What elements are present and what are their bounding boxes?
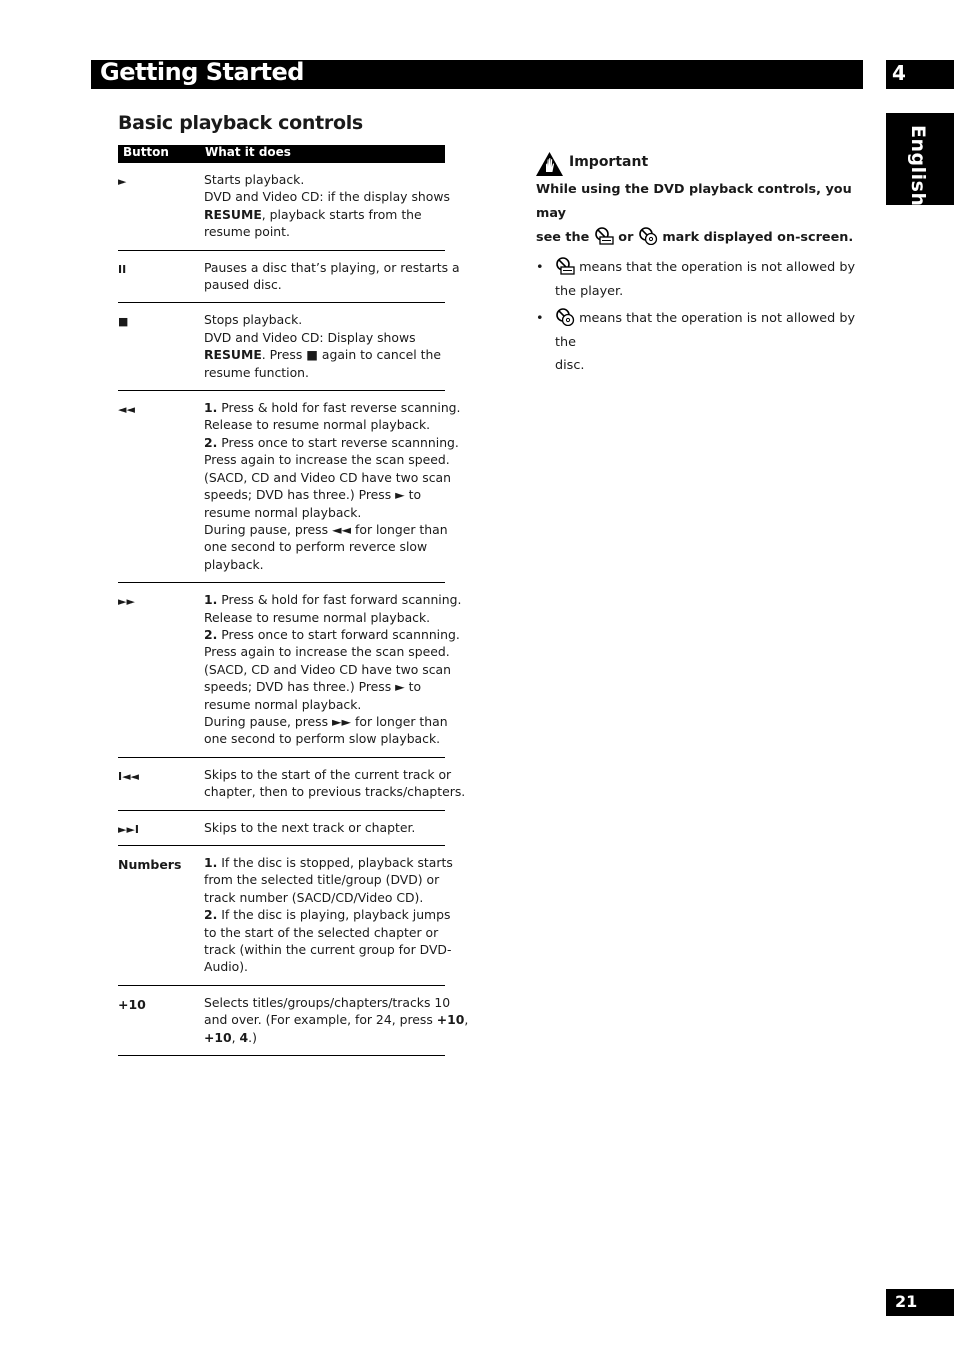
row-description (204, 163, 450, 250)
description-line: Starts playback. (204, 172, 305, 187)
table-row (118, 986, 469, 1056)
description-line: and over. (For example, for 24, press +10, (204, 1012, 469, 1028)
important-note (536, 150, 856, 382)
description-line: to the start of the selected chapter or (204, 924, 439, 940)
bullet-2-text: means that the operation is not allowed by the (555, 311, 856, 350)
table-row (118, 251, 460, 304)
description-line: During pause, press ◄◄ for longer than (204, 521, 448, 537)
description-line: from the selected title/group (DVD) or (204, 872, 440, 888)
lead-line-1: While using the DVD playback controls, you may (536, 182, 852, 221)
bullet-dot: • (536, 260, 544, 275)
row-description (204, 251, 460, 303)
header-what-it-does: What it does (205, 145, 291, 159)
row-button-label: ►►I (118, 822, 140, 836)
section-title: Basic playback controls (118, 112, 363, 134)
description-line: resume normal playback. (204, 696, 362, 712)
row-description (204, 811, 445, 845)
table-row (118, 163, 450, 251)
lead-line-2b: or (618, 230, 634, 245)
bullet-player (536, 256, 856, 303)
page-number-box (886, 1289, 954, 1316)
bullet-1-text: means that the operation is not allowed by (579, 260, 856, 275)
row-description (204, 846, 453, 985)
lead-line-2c: mark displayed on-screen. (662, 230, 854, 245)
table-row (118, 391, 461, 583)
description-line: 2. Press once to start forward scannning. (204, 626, 460, 642)
important-title: Important (569, 154, 649, 170)
row-description (204, 303, 445, 390)
row-description (204, 391, 461, 582)
warning-icon (536, 152, 563, 176)
description-line: Pauses a disc that’s playing, or restarts a (204, 259, 460, 275)
description-line: DVD and Video CD: if the display shows (204, 189, 450, 205)
bullet-1-text-cont: the player. (555, 283, 624, 299)
table-header (118, 145, 445, 163)
description-line: +10, 4.) (204, 1029, 257, 1045)
description-line: speeds; DVD has three.) Press ► to (204, 487, 422, 503)
description-line: resume function. (204, 364, 309, 380)
description-line: paused disc. (204, 277, 282, 293)
description-line: resume point. (204, 224, 290, 240)
description-line: Release to resume normal playback. (204, 609, 431, 625)
page-number: 21 (895, 1292, 918, 1311)
description-line: Skips to the next track or chapter. (204, 819, 416, 835)
description-line: Press again to increase the scan speed. (204, 644, 450, 660)
description-line: RESUME, playback starts from the (204, 206, 422, 222)
description-line: Skips to the start of the current track or (204, 766, 452, 782)
description-line: one second to perform reverce slow (204, 539, 428, 555)
row-button-label: +10 (118, 996, 146, 1012)
row-button-label: ►► (118, 595, 135, 609)
description-line: playback. (204, 556, 264, 572)
important-bullets (536, 256, 856, 378)
bullet-2-text-cont: disc. (555, 358, 585, 373)
description-line: (SACD, CD and Video CD have two scan (204, 661, 451, 677)
description-line: 1. Press & hold for fast reverse scanning. (204, 400, 461, 416)
player-prohibit-icon (555, 257, 575, 275)
description-line: 2. If the disc is playing, playback jumps (204, 907, 451, 923)
disc-prohibit-icon (555, 308, 575, 326)
important-lead (536, 178, 856, 250)
table-row (118, 811, 445, 846)
description-line: Selects titles/groups/chapters/tracks 10 (204, 994, 451, 1010)
chapter-number-box (886, 60, 954, 89)
description-line: Audio). (204, 959, 248, 975)
row-button-label: ► (118, 175, 127, 188)
description-line: During pause, press ►► for longer than (204, 713, 448, 729)
row-button-label: ◄◄ (118, 403, 135, 417)
bullet-disc (536, 307, 856, 378)
chapter-title: Getting Started (100, 58, 304, 86)
language-label: English (907, 125, 929, 207)
controls-table (118, 145, 469, 1056)
row-description (204, 583, 462, 757)
chapter-number: 4 (892, 61, 906, 85)
description-line: 2. Press once to start reverse scannning. (204, 434, 459, 450)
description-line: chapter, then to previous tracks/chapters. (204, 784, 466, 800)
table-row (118, 583, 462, 758)
row-description (204, 758, 466, 810)
description-line: Stops playback. (204, 312, 303, 328)
description-line: 1. If the disc is stopped, playback starts (204, 855, 453, 870)
disc-prohibit-icon (638, 227, 658, 245)
description-line: track number (SACD/CD/Video CD). (204, 889, 424, 905)
table-row (118, 303, 445, 391)
description-line: Release to resume normal playback. (204, 417, 431, 433)
description-line: track (within the current group for DVD- (204, 942, 452, 958)
row-button-label: I◄◄ (118, 769, 140, 783)
description-line: speeds; DVD has three.) Press ► to (204, 679, 422, 695)
description-line: one second to perform slow playback. (204, 731, 441, 747)
player-prohibit-icon (594, 227, 614, 245)
table-body (118, 163, 469, 1056)
lead-line-2a: see the (536, 230, 590, 245)
row-button-label: ■ (118, 315, 129, 329)
description-line: RESUME. Press ■ again to cancel the (204, 347, 441, 363)
bullet-dot: • (536, 311, 544, 326)
description-line: (SACD, CD and Video CD have two scan (204, 469, 451, 485)
row-button-label: Numbers (118, 857, 182, 872)
language-tab (886, 113, 954, 205)
table-row (118, 758, 466, 811)
description-line: DVD and Video CD: Display shows (204, 329, 416, 345)
important-heading (536, 150, 856, 178)
header-button: Button (123, 145, 169, 159)
table-row (118, 846, 453, 986)
row-button-label: II (118, 262, 127, 276)
description-line: 1. Press & hold for fast forward scanning. (204, 592, 462, 608)
description-line: resume normal playback. (204, 504, 362, 520)
description-line: Press again to increase the scan speed. (204, 452, 450, 468)
row-description (204, 986, 469, 1055)
